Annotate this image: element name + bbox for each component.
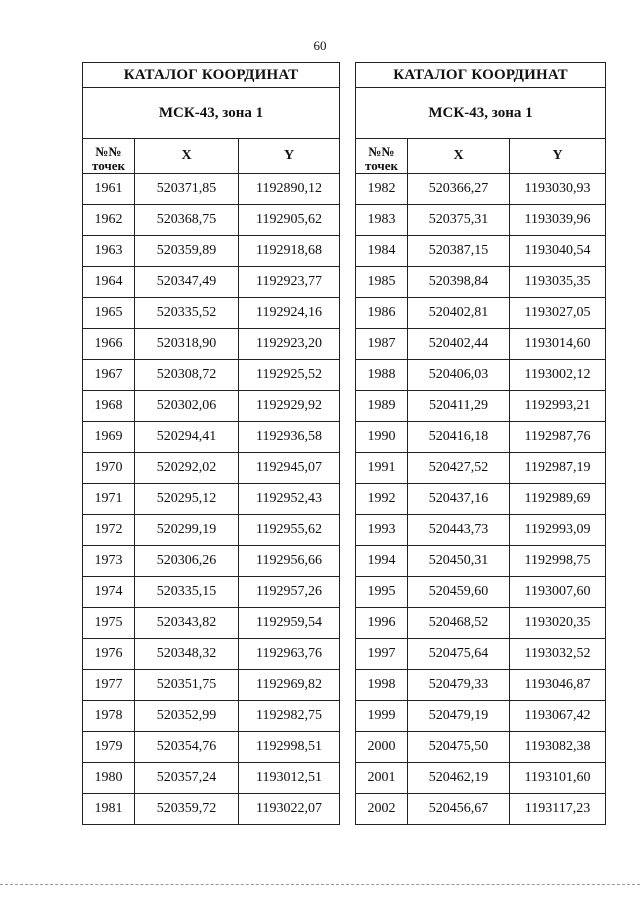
y-coordinate-cell: 1192993,21 [510,391,606,422]
x-coordinate-cell: 520308,72 [135,360,239,391]
x-coordinate-cell: 520295,12 [135,484,239,515]
table-row [83,639,340,670]
y-coordinate-cell: 1192998,51 [239,732,340,763]
table-row [83,484,340,515]
y-coordinate-cell: 1192969,82 [239,670,340,701]
table-row [83,329,340,360]
table-row [83,422,340,453]
point-number-cell: 2002 [356,794,408,825]
table-row [83,794,340,825]
x-coordinate-cell: 520371,85 [135,174,239,205]
table-row [83,577,340,608]
point-number-cell: 1973 [83,546,135,577]
catalog-title: КАТАЛОГ КООРДИНАТ [356,63,606,88]
x-coordinate-cell: 520479,19 [408,701,510,732]
y-coordinate-cell: 1193039,96 [510,205,606,236]
x-coordinate-cell: 520375,31 [408,205,510,236]
point-number-cell: 1968 [83,391,135,422]
x-coordinate-cell: 520456,67 [408,794,510,825]
x-coordinate-cell: 520406,03 [408,360,510,391]
y-coordinate-cell: 1193027,05 [510,298,606,329]
x-coordinate-cell: 520443,73 [408,515,510,546]
y-coordinate-cell: 1193002,12 [510,360,606,391]
table-row [83,267,340,298]
column-header-point-number: №№ точек [356,139,408,174]
x-coordinate-cell: 520348,32 [135,639,239,670]
table-row [356,360,606,391]
y-coordinate-cell: 1192956,66 [239,546,340,577]
x-coordinate-cell: 520359,72 [135,794,239,825]
table-row [83,546,340,577]
x-coordinate-cell: 520398,84 [408,267,510,298]
x-coordinate-cell: 520359,89 [135,236,239,267]
table-row [83,701,340,732]
table-row [83,236,340,267]
x-coordinate-cell: 520416,18 [408,422,510,453]
point-number-cell: 1972 [83,515,135,546]
point-number-cell: 1991 [356,453,408,484]
y-coordinate-cell: 1193101,60 [510,763,606,794]
y-coordinate-cell: 1192959,54 [239,608,340,639]
table-row [356,236,606,267]
coordinate-catalog-right [355,62,606,825]
point-number-cell: 1988 [356,360,408,391]
y-coordinate-cell: 1193020,35 [510,608,606,639]
table-row [356,205,606,236]
table-row [356,391,606,422]
table-row [356,794,606,825]
point-number-cell: 1974 [83,577,135,608]
y-coordinate-cell: 1192955,62 [239,515,340,546]
table-row [83,453,340,484]
y-coordinate-cell: 1192998,75 [510,546,606,577]
point-number-cell: 1980 [83,763,135,794]
table-row [356,546,606,577]
y-coordinate-cell: 1193012,51 [239,763,340,794]
x-coordinate-cell: 520450,31 [408,546,510,577]
point-number-cell: 1987 [356,329,408,360]
x-coordinate-cell: 520475,50 [408,732,510,763]
y-coordinate-cell: 1193007,60 [510,577,606,608]
y-coordinate-cell: 1193117,23 [510,794,606,825]
table-row [356,670,606,701]
y-coordinate-cell: 1192987,76 [510,422,606,453]
x-coordinate-cell: 520459,60 [408,577,510,608]
x-coordinate-cell: 520351,75 [135,670,239,701]
y-coordinate-cell: 1193022,07 [239,794,340,825]
table-row [83,515,340,546]
point-number-cell: 1997 [356,639,408,670]
y-coordinate-cell: 1192923,20 [239,329,340,360]
point-number-cell: 1996 [356,608,408,639]
point-number-cell: 1989 [356,391,408,422]
x-coordinate-cell: 520479,33 [408,670,510,701]
table-row [356,515,606,546]
column-header-point-number: №№ точек [83,139,135,174]
x-coordinate-cell: 520347,49 [135,267,239,298]
x-coordinate-cell: 520366,27 [408,174,510,205]
x-coordinate-cell: 520468,52 [408,608,510,639]
y-coordinate-cell: 1192987,19 [510,453,606,484]
point-number-cell: 1984 [356,236,408,267]
y-coordinate-cell: 1193067,42 [510,701,606,732]
column-header-x: X [408,139,510,174]
y-coordinate-cell: 1193032,52 [510,639,606,670]
column-header-x: X [135,139,239,174]
point-number-cell: 1985 [356,267,408,298]
coordinate-catalog-left [82,62,340,825]
point-number-cell: 1981 [83,794,135,825]
x-coordinate-cell: 520335,15 [135,577,239,608]
x-coordinate-cell: 520299,19 [135,515,239,546]
column-header-y: Y [510,139,606,174]
table-row [356,639,606,670]
point-number-cell: 1961 [83,174,135,205]
point-number-cell: 2000 [356,732,408,763]
x-coordinate-cell: 520294,41 [135,422,239,453]
x-coordinate-cell: 520402,81 [408,298,510,329]
point-number-cell: 1986 [356,298,408,329]
point-number-cell: 1964 [83,267,135,298]
point-number-cell: 1994 [356,546,408,577]
x-coordinate-cell: 520411,29 [408,391,510,422]
x-coordinate-cell: 520306,26 [135,546,239,577]
point-number-cell: 1995 [356,577,408,608]
table-row [83,391,340,422]
y-coordinate-cell: 1192918,68 [239,236,340,267]
catalog-subtitle: МСК-43, зона 1 [356,88,606,139]
x-coordinate-cell: 520357,24 [135,763,239,794]
column-header-y: Y [239,139,340,174]
table-row [83,608,340,639]
table-row [83,174,340,205]
point-number-cell: 1977 [83,670,135,701]
point-number-cell: 2001 [356,763,408,794]
x-coordinate-cell: 520475,64 [408,639,510,670]
point-number-cell: 1993 [356,515,408,546]
table-row [83,763,340,794]
table-row [83,360,340,391]
point-number-cell: 1998 [356,670,408,701]
y-coordinate-cell: 1192989,69 [510,484,606,515]
y-coordinate-cell: 1192982,75 [239,701,340,732]
point-number-cell: 1965 [83,298,135,329]
y-coordinate-cell: 1193030,93 [510,174,606,205]
x-coordinate-cell: 520462,19 [408,763,510,794]
table-row [356,329,606,360]
table-row [356,608,606,639]
point-number-cell: 1975 [83,608,135,639]
point-number-cell: 1978 [83,701,135,732]
x-coordinate-cell: 520368,75 [135,205,239,236]
x-coordinate-cell: 520318,90 [135,329,239,360]
point-number-cell: 1979 [83,732,135,763]
table-row [356,701,606,732]
point-number-cell: 1990 [356,422,408,453]
point-number-cell: 1962 [83,205,135,236]
x-coordinate-cell: 520302,06 [135,391,239,422]
x-coordinate-cell: 520352,99 [135,701,239,732]
table-row [356,577,606,608]
table-row [356,453,606,484]
table-row [356,763,606,794]
point-number-cell: 1983 [356,205,408,236]
x-coordinate-cell: 520402,44 [408,329,510,360]
y-coordinate-cell: 1193014,60 [510,329,606,360]
table-row [356,484,606,515]
x-coordinate-cell: 520335,52 [135,298,239,329]
table-row [356,732,606,763]
page-number: 60 [313,38,327,53]
y-coordinate-cell: 1192929,92 [239,391,340,422]
point-number-cell: 1970 [83,453,135,484]
point-number-cell: 1966 [83,329,135,360]
y-coordinate-cell: 1192957,26 [239,577,340,608]
x-coordinate-cell: 520427,52 [408,453,510,484]
table-row [83,298,340,329]
y-coordinate-cell: 1193035,35 [510,267,606,298]
y-coordinate-cell: 1192924,16 [239,298,340,329]
table-row [356,267,606,298]
y-coordinate-cell: 1192993,09 [510,515,606,546]
page-footer-divider [0,884,640,885]
point-number-cell: 1963 [83,236,135,267]
catalog-title: КАТАЛОГ КООРДИНАТ [83,63,340,88]
y-coordinate-cell: 1192963,76 [239,639,340,670]
y-coordinate-cell: 1192923,77 [239,267,340,298]
point-number-cell: 1967 [83,360,135,391]
x-coordinate-cell: 520343,82 [135,608,239,639]
x-coordinate-cell: 520292,02 [135,453,239,484]
point-number-cell: 1982 [356,174,408,205]
point-number-cell: 1999 [356,701,408,732]
y-coordinate-cell: 1193040,54 [510,236,606,267]
point-number-cell: 1992 [356,484,408,515]
point-number-cell: 1976 [83,639,135,670]
table-row [83,670,340,701]
table-row [356,174,606,205]
y-coordinate-cell: 1192925,52 [239,360,340,391]
table-row [356,298,606,329]
y-coordinate-cell: 1192936,58 [239,422,340,453]
x-coordinate-cell: 520354,76 [135,732,239,763]
y-coordinate-cell: 1193082,38 [510,732,606,763]
y-coordinate-cell: 1192890,12 [239,174,340,205]
point-number-cell: 1971 [83,484,135,515]
y-coordinate-cell: 1193046,87 [510,670,606,701]
table-row [83,205,340,236]
y-coordinate-cell: 1192952,43 [239,484,340,515]
y-coordinate-cell: 1192945,07 [239,453,340,484]
table-row [356,422,606,453]
catalog-subtitle: МСК-43, зона 1 [83,88,340,139]
point-number-cell: 1969 [83,422,135,453]
x-coordinate-cell: 520437,16 [408,484,510,515]
table-row [83,732,340,763]
x-coordinate-cell: 520387,15 [408,236,510,267]
y-coordinate-cell: 1192905,62 [239,205,340,236]
